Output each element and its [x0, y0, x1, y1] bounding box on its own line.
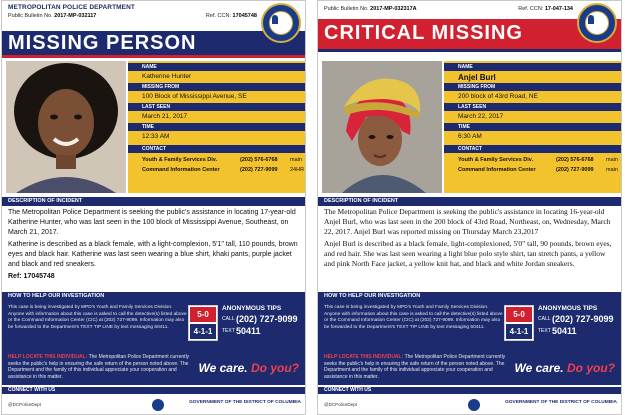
time-value: 12:33 AM [142, 133, 170, 140]
tipline-logo-icon: 5-0 4-1-1 [504, 305, 534, 341]
missing-from-value: 200 block of 43rd Road, NE [458, 93, 538, 100]
help-text: This case is being investigated by MPD's Youth and Family Services Division. Anyone with information about this case is asked to call the detective(s) listed above or the Command Information Center (CIC) at (202) 727-9099. Information may also be forwarded to the Department's TEXT TIP LINE by text messaging 50411. [8, 305, 187, 330]
anonymous-tips: 5-0 4-1-1 ANONYMOUS TIPS CALL (202) 727-9099 TEXT 50411 [188, 305, 304, 347]
help-locate-box [318, 351, 621, 385]
social-handle[interactable]: @DCPoliceDept [8, 402, 41, 407]
last-seen-label: LAST SEEN [444, 103, 621, 111]
title-banner [318, 19, 621, 49]
contact-label: CONTACT [128, 145, 305, 153]
mpd-seal-icon [468, 399, 480, 411]
info-panel [128, 61, 305, 193]
locate-text: HELP LOCATE THIS INDIVIDUAL: The Metropolitan Police Department currently seeks the public's help in ensuring the safe return of the person noted above. The Department and the family of this individual appreciate your cooperation and assistance in this matter. [324, 354, 506, 380]
help-locate-box [2, 351, 305, 385]
description-paragraph-1: The Metropolitan Police Department is seeking the public's assistance in locating 16-year-old Anjel Burl, who was last seen in the 200 block of 43rd Road, Northeast, on, Wednesday, March 22, 2017. Anjel Burl was reported missing on Thursday March 23,2017 [324, 207, 611, 236]
info-panel [444, 61, 621, 193]
bulletin-number: Public Bulletin No. 2017-MP-032317A [324, 6, 417, 12]
mpd-seal-icon [152, 399, 164, 411]
last-seen-value: March 22, 2017 [458, 113, 504, 120]
help-header: HOW TO HELP OUR INVESTIGATION [318, 292, 621, 301]
name-label: NAME [444, 63, 621, 71]
help-box [2, 301, 305, 351]
connect-header: CONNECT WITH US [318, 387, 621, 394]
description-paragraph-1: The Metropolitan Police Department is seeking the public's assistance in locating 17-year-old Katherine Hunter, who was last seen in the 100 block of Mississippi Avenue, Southeast, on March 21, 2017. [8, 209, 296, 236]
person-name: Katherine Hunter [142, 73, 192, 80]
department-name: METROPOLITAN POLICE DEPARTMENT [8, 4, 135, 11]
social-handle[interactable]: @DCPoliceDept [324, 402, 357, 407]
time-value: 6:30 AM [458, 133, 482, 140]
tipline-logo-icon: 5-0 4-1-1 [188, 305, 218, 341]
tips-text-number[interactable]: 50411 [236, 326, 261, 336]
title-banner [2, 31, 305, 55]
help-box [318, 301, 621, 351]
help-header: HOW TO HELP OUR INVESTIGATION [2, 292, 305, 301]
name-label: NAME [128, 63, 305, 71]
incident-description [8, 208, 299, 284]
last-seen-value: March 21, 2017 [142, 113, 188, 120]
tips-phone[interactable]: (202) 727-9099 [552, 314, 614, 324]
description-header: DESCRIPTION OF INCIDENT [2, 197, 305, 206]
incident-description [324, 207, 615, 271]
connect-header: CONNECT WITH US [2, 387, 305, 394]
tips-text-number[interactable]: 50411 [552, 326, 577, 336]
missing-from-label: MISSING FROM [444, 83, 621, 91]
we-care-slogan: We care. Do you? [514, 361, 615, 375]
person-name: Anjel Burl [458, 73, 496, 82]
contact-row-cic: Command Information Center (202) 727-9099 24HR [142, 167, 305, 173]
locate-text: HELP LOCATE THIS INDIVIDUAL: The Metropolitan Police Department currently seeks the public's help in ensuring the safe return of the person noted above. The Department and the family of this individual appreciate your cooperation and assistance in this matter. [8, 354, 190, 380]
missing-person-poster [1, 0, 306, 415]
poster-footer [318, 398, 621, 414]
contact-label: CONTACT [444, 145, 621, 153]
dc-government: GOVERNMENT OF THE DISTRICT OF COLUMBIA [189, 400, 301, 405]
anonymous-tips: 5-0 4-1-1 ANONYMOUS TIPS CALL (202) 727-9099 TEXT 50411 [504, 305, 620, 347]
last-seen-label: LAST SEEN [128, 103, 305, 111]
contact-row-youth: Youth & Family Services Div. (202) 576-6768 main [142, 157, 302, 163]
tips-title: ANONYMOUS TIPS [538, 305, 598, 312]
description-paragraph-2: Katherine is described as a black female, with a light-complexion, 5'1" tall, 110 pounds, brown eyes and black hair. Katherine was last seen wearing a blue shirt, khaki pants, purple jacket and black and red sneakers. [8, 241, 298, 268]
tips-phone[interactable]: (202) 727-9099 [236, 314, 298, 324]
help-text: This case is being investigated by MPD's Youth and Family Services Division. Anyone with information about this case is asked to call the detective(s) listed above or the Command Information Center (CIC) at (202) 727-9099. Information may also be forwarded to the Department's TEXT TIP LINE by text messaging 50411. [324, 305, 503, 330]
police-badge-icon [261, 3, 301, 43]
time-label: TIME [128, 123, 305, 131]
ccn-number: Ref. CCN: 17045748 [205, 13, 257, 19]
missing-from-label: MISSING FROM [128, 83, 305, 91]
police-badge-icon [577, 3, 617, 43]
reference-number: Ref: 17045748 [8, 273, 55, 280]
we-care-slogan: We care. Do you? [198, 361, 299, 375]
description-header: DESCRIPTION OF INCIDENT [318, 197, 621, 206]
contact-row-cic: Command Information Center (202) 727-9099 main [458, 167, 618, 173]
poster-title: MISSING PERSON [8, 32, 197, 54]
tips-title: ANONYMOUS TIPS [222, 305, 282, 312]
poster-header [2, 1, 305, 31]
missing-from-value: 100 Block of Mississippi Avenue, SE [142, 93, 247, 100]
bulletin-number: Public Bulletin No. 2017-MP-032117 [8, 13, 97, 19]
critical-missing-poster [317, 0, 622, 415]
contact-row-youth: Youth & Family Services Div. (202) 576-6768 main [458, 157, 618, 163]
missing-person-photo [6, 61, 126, 193]
time-label: TIME [444, 123, 621, 131]
missing-person-photo [322, 61, 442, 193]
description-paragraph-2: Anjel Burl is described as a black female, light-complexioned, 5'0" tall, 90 pounds, brown eyes, and red hair. She was last seen wearing a light blue polo style shirt, tan stretch pants, a yellow and pink North Face jacket, a yellow knit hat, and black and white Jordan sneakers. [324, 239, 612, 268]
ccn-number: Ref. CCN: 17-047-134 [518, 6, 573, 12]
dc-government: GOVERNMENT OF THE DISTRICT OF COLUMBIA [505, 400, 617, 405]
poster-title: CRITICAL MISSING [324, 22, 523, 44]
poster-footer [2, 398, 305, 414]
